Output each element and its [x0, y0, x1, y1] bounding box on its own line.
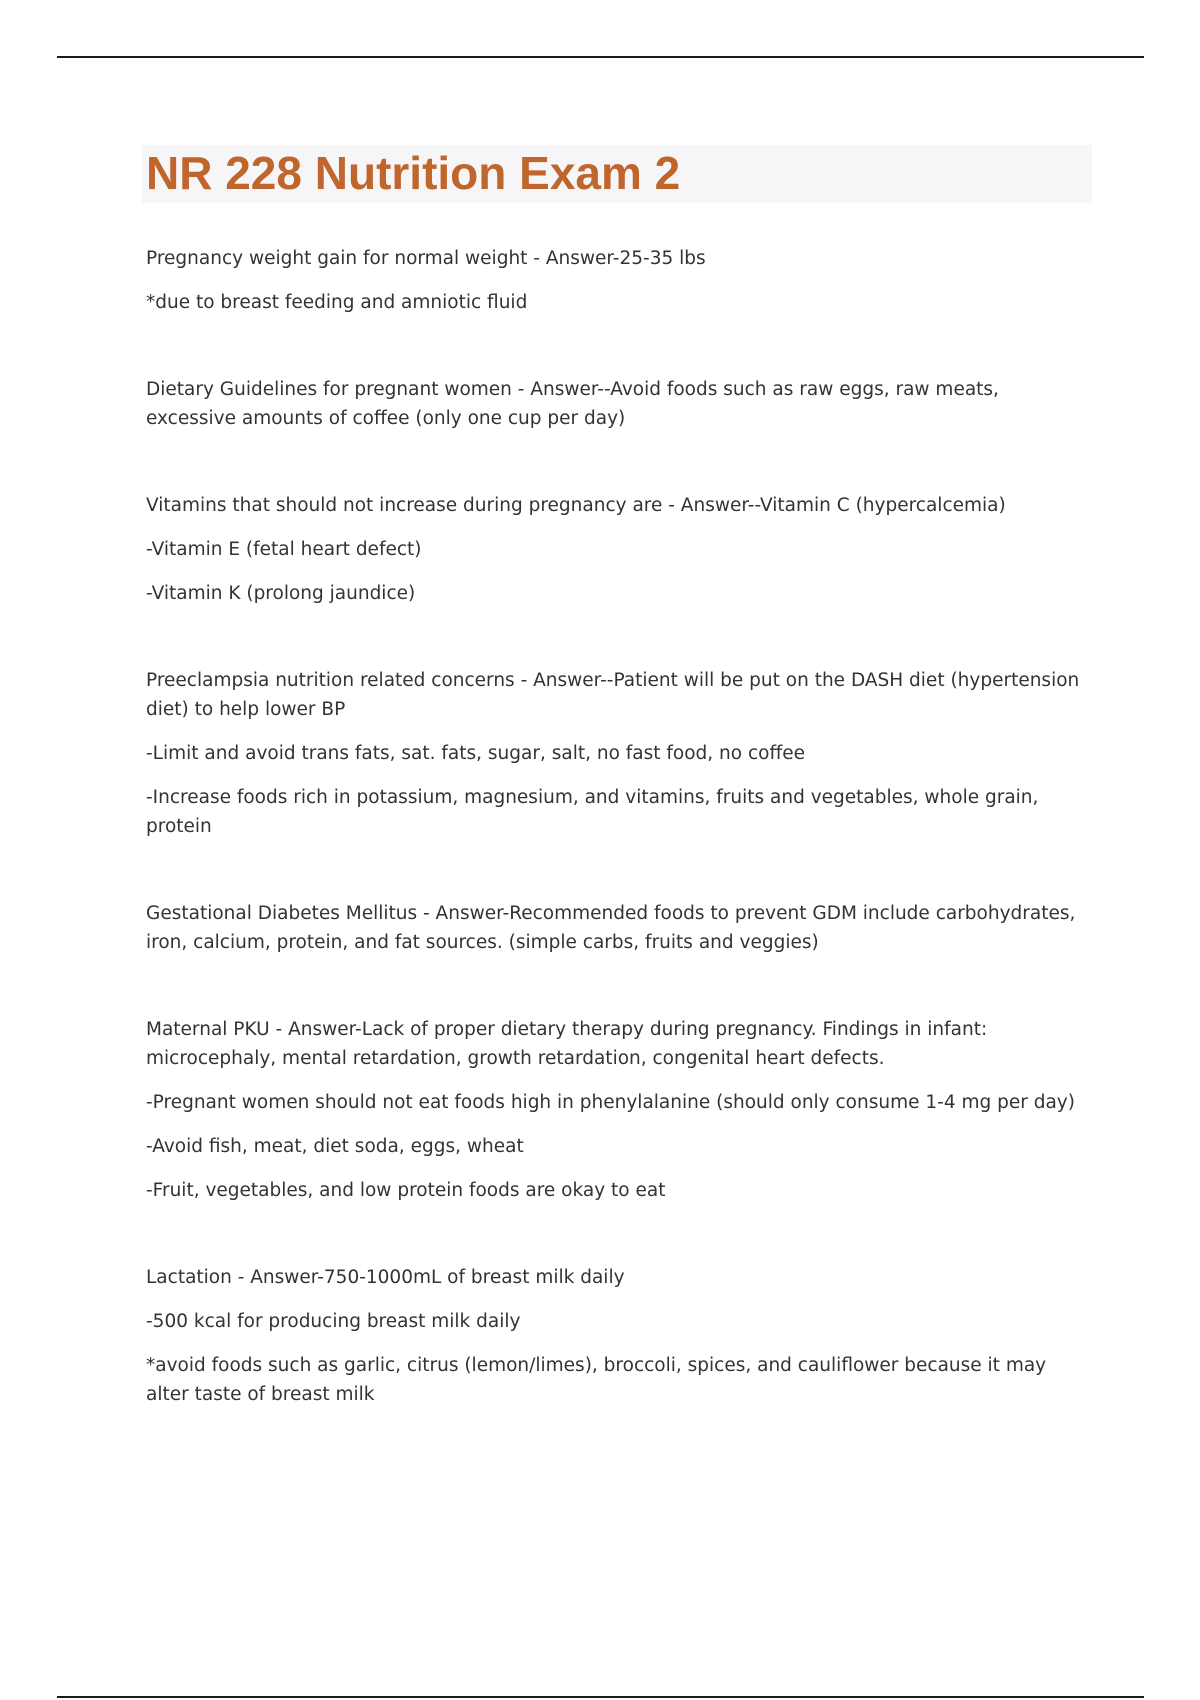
document-title: NR 228 Nutrition Exam 2	[146, 147, 681, 199]
qa-item-weight-gain	[146, 244, 1086, 317]
header-rule	[57, 56, 1144, 58]
qa-item-lactation	[146, 1263, 1086, 1409]
qa-line: Vitamins that should not increase during pregnancy are - Answer--Vitamin C (hypercalcemia)	[146, 495, 1006, 516]
qa-line: -Increase foods rich in potassium, magnesium, and vitamins, fruits and vegetables, whole grain, protein	[146, 787, 1039, 837]
qa-line: Lactation - Answer-750-1000mL of breast milk daily	[146, 1267, 625, 1288]
qa-line: -Fruit, vegetables, and low protein foods are okay to eat	[146, 1180, 666, 1201]
qa-line: Gestational Diabetes Mellitus - Answer-Recommended foods to prevent GDM include carbohydrates, iron, calcium, protein, and fat sources. (simple carbs, fruits and veggies)	[146, 903, 1076, 953]
qa-line: -Vitamin E (fetal heart defect)	[146, 539, 422, 560]
qa-line: *avoid foods such as garlic, citrus (lemon/limes), broccoli, spices, and cauliflower because it may alter taste of breast milk	[146, 1355, 1047, 1405]
qa-item-preeclampsia	[146, 666, 1086, 841]
qa-line: Dietary Guidelines for pregnant women - Answer--Avoid foods such as raw eggs, raw meats, excessive amounts of coffee (only one cup per day)	[146, 379, 999, 429]
qa-line: Preeclampsia nutrition related concerns - Answer--Patient will be put on the DASH diet (hypertension diet) to help lower BP	[146, 670, 1080, 720]
document-body	[146, 244, 1086, 1467]
qa-item-dietary-guidelines	[146, 375, 1086, 433]
qa-line: -Pregnant women should not eat foods high in phenylalanine (should only consume 1-4 mg per day)	[146, 1092, 1075, 1113]
qa-line: -Avoid fish, meat, diet soda, eggs, wheat	[146, 1136, 524, 1157]
qa-item-gdm	[146, 899, 1086, 957]
qa-line: Maternal PKU - Answer-Lack of proper dietary therapy during pregnancy. Findings in infant: microcephaly, mental retardation, growth retardation, congenital heart defects.	[146, 1019, 988, 1069]
qa-line: -Vitamin K (prolong jaundice)	[146, 583, 416, 604]
qa-line: -Limit and avoid trans fats, sat. fats, sugar, salt, no fast food, no coffee	[146, 743, 805, 764]
footer-rule	[57, 1696, 1144, 1698]
qa-line: -500 kcal for producing breast milk daily	[146, 1311, 521, 1332]
qa-item-vitamins	[146, 491, 1086, 608]
qa-line: Pregnancy weight gain for normal weight - Answer-25-35 lbs	[146, 248, 706, 269]
qa-line: *due to breast feeding and amniotic fluid	[146, 292, 528, 313]
qa-item-maternal-pku	[146, 1015, 1086, 1205]
